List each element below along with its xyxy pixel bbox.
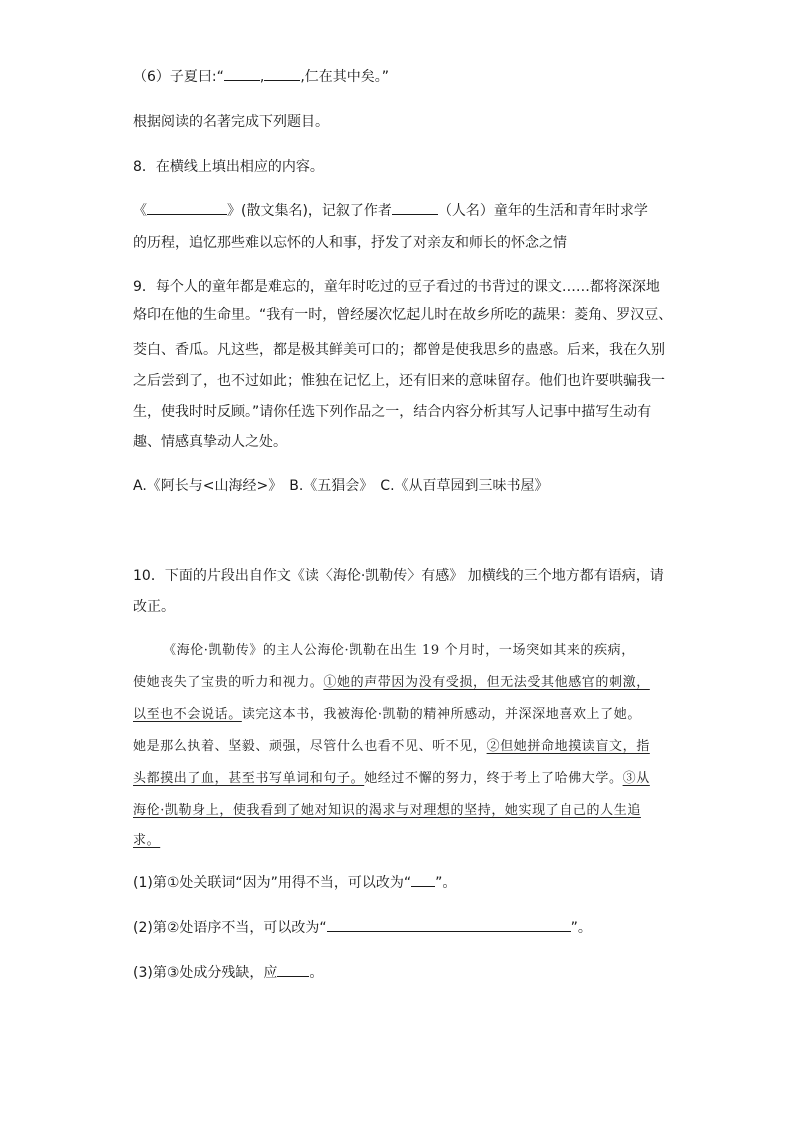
q8-line-2: 的历程，追忆那些难以忘怀的人和事，抒发了对亲友和师长的怀念之情 [133,235,567,251]
q10-sub-1: (1)第①处关联词“因为”用得不当，可以改为“ ”。 [133,875,457,891]
q8-mid-text: 》(散文集名)，记叙了作者 [227,203,392,219]
q8-open-bracket: 《 [133,203,147,219]
q9-line-5: 生，使我时时反顾。”请你任选下列作品之一，结合内容分析其写人记事中描写生动有 [133,404,652,420]
q9-line-3: 茭白、香瓜。凡这些，都是极其鲜美可口的；都曾是使我思乡的蛊惑。后来，我在久别 [133,342,665,358]
q8-author-blank[interactable] [392,202,438,215]
q9-line-1: 9．每个人的童年都是难忘的，童年时吃过的豆子看过的书背过的课文……都将深深地 [133,279,660,295]
passage-line-7: 求。 [133,833,161,848]
q6-prefix: （6）子夏曰:“ [133,69,224,85]
q9-line-6: 趣、情感真挚动人之处。 [133,434,287,450]
q10-line-2: 改正。 [133,599,175,615]
q10-line-1: 10．下面的片段出自作文《读〈海伦·凯勒传〉有感》 加横线的三个地方都有语病，请 [133,568,664,584]
q6-sep: , [259,69,265,85]
q10-sub-2: (2)第②处语序不当，可以改为“ ”。 [133,920,592,936]
passage-line-4: 她是那么执着、坚毅、顽强，尽管什么也看不见、听不见，②但她拼命地摸读盲文，指 [133,739,650,754]
q6-blank-2[interactable] [264,68,300,81]
q9-line-2: 烙印在他的生命里。“我有一时，曾经屡次忆起儿时在故乡所吃的蔬果：菱角、罗汉豆、 [133,307,673,323]
passage-line-6: 海伦·凯勒身上，使我看到了她对知识的渴求与对理想的坚持，她实现了自己的人生追 [133,803,641,818]
answer-3-blank[interactable] [277,964,309,977]
passage-line-1: 《海伦·凯勒传》的主人公海伦·凯勒在出生 19 个月时，一场突如其来的疾病， [163,643,635,658]
answer-1-blank[interactable] [411,874,435,887]
q10-sub-3: (3)第③处成分残缺，应 。 [133,965,324,981]
reading-intro: 根据阅读的名著完成下列题目。 [133,114,329,130]
error-2-part-b: 头都摸出了血，甚至书写单词和句子。 [133,771,365,786]
q8-title: 8．在横线上填出相应的内容。 [133,159,324,175]
passage-line-3: 以至也不会说话。读完这本书，我被海伦·凯勒的精神所感动，并深深地喜欢上了她。 [133,707,641,722]
q8-end-text: （人名）童年的生活和青年时求学 [437,203,648,219]
q9-line-4: 之后尝到了，也不过如此；惟独在记忆上，还有旧来的意味留存。他们也许要哄骗我一 [133,373,665,389]
q6-suffix: ,仁在其中矣。” [300,69,390,85]
q6-line [133,67,389,87]
q8-line-1 [133,201,648,221]
passage-line-5: 头都摸出了血，甚至书写单词和句子。她经过不懈的努力，终于考上了哈佛大学。③从 [133,771,650,786]
q6-blank-1[interactable] [224,68,260,81]
answer-2-blank[interactable] [327,919,571,932]
error-2-part-a: ②但她拼命地摸读盲文，指 [486,739,650,754]
error-1-part-a: ①她的声带因为没有受损，但无法受其他感官的刺激， [323,675,650,690]
error-3-part-a: ③从 [622,771,650,786]
q8-book-blank[interactable] [147,202,227,215]
passage-line-2: 使她丧失了宝贵的听力和视力。①她的声带因为没有受损，但无法受其他感官的刺激， [133,675,650,690]
q9-options: A.《阿长与<山海经>》 B.《五猖会》 C.《从百草园到三味书屋》 [133,478,549,494]
error-1-part-b: 以至也不会说话。 [133,707,242,722]
